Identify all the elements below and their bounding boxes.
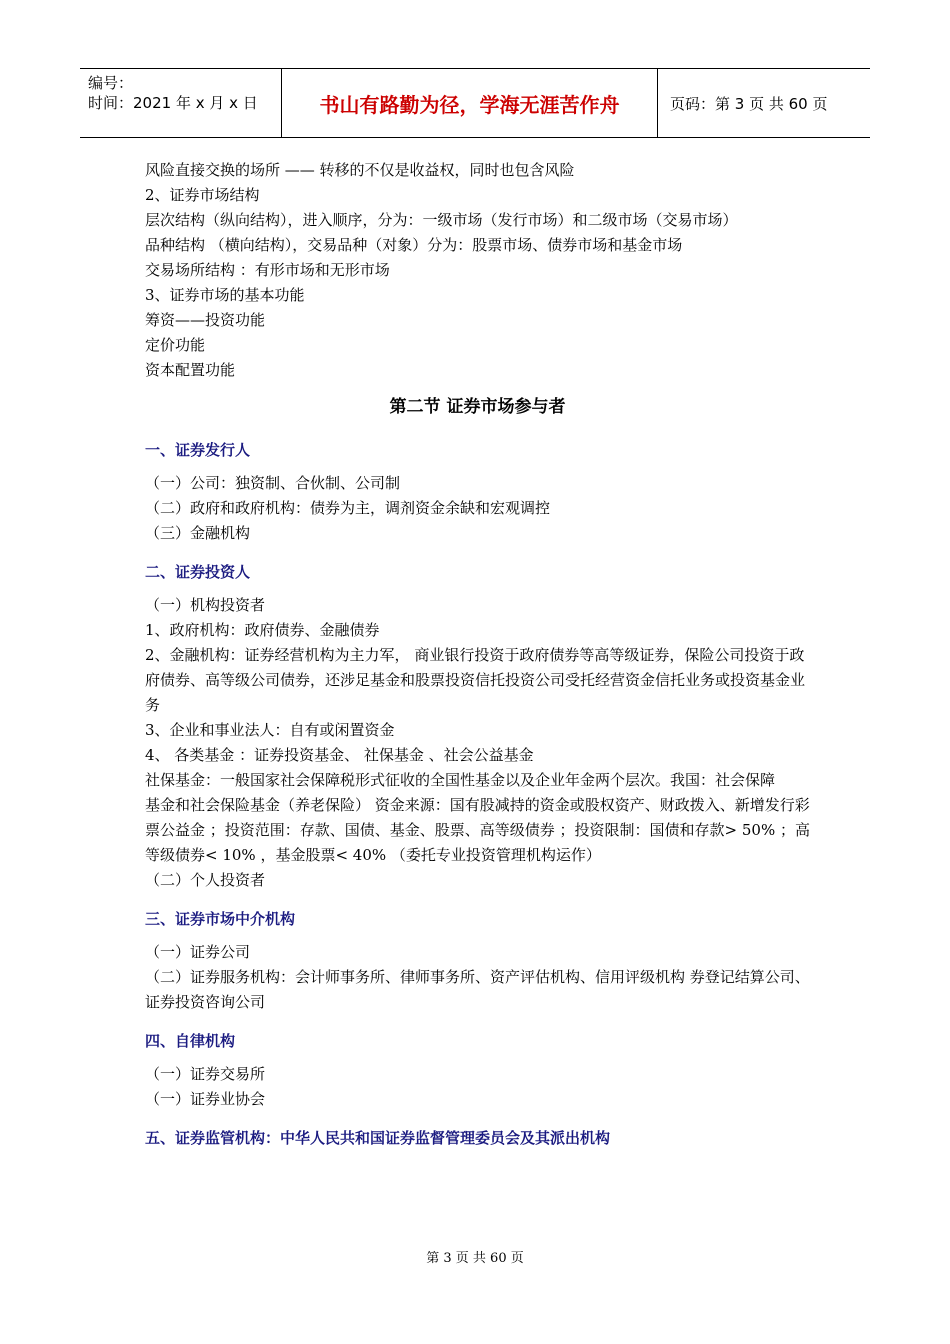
text-line: （一）证券公司 [145, 943, 251, 961]
text-line: （一）证券交易所 [145, 1065, 266, 1083]
spacer [145, 1015, 810, 1025]
text-line: （一）机构投资者 [145, 596, 266, 614]
section-heading: 一、证券发行人 [145, 441, 251, 459]
page-footer: 第 3 页 共 60 页 [426, 1251, 524, 1266]
text-line: （一）证券业协会 [145, 1090, 266, 1108]
page-header [80, 68, 870, 138]
text-line: 1、政府机构：政府债券、金融债券 [145, 621, 380, 639]
text-line: （二）个人投资者 [145, 871, 266, 889]
text-line: 2、证券市场结构 [145, 186, 260, 204]
section-heading: 四、自律机构 [145, 1032, 236, 1050]
header-left-cell [80, 69, 282, 137]
header-page-info: 页码：第 3 页 共 60 页 [670, 94, 828, 113]
text-line: 3、企业和事业法人：自有或闲置资金 [145, 721, 395, 739]
header-time-label: 时间：2021 年 x 月 x 日 [88, 94, 258, 112]
section-heading: 二、证券投资人 [145, 563, 251, 581]
text-line: 定价功能 [145, 336, 206, 354]
header-motto: 书山有路勤为径，学海无涯苦作舟 [282, 69, 658, 137]
header-number-label: 编号： [88, 74, 134, 92]
section-heading: 五、证券监管机构：中华人民共和国证券监督管理委员会及其派出机构 [145, 1129, 611, 1147]
text-line: 基金和社会保险基金（养老保险） 资金来源：国有股减持的资金或股权资产、财政拨入、新增发行彩票公益金 ；投资范围：存款、国债、基金、股票、高等级债券 ；投资限制：国债和存款> 50% ；高等级债券< 10% ，基金股票< 40% （委托专业投资管理机构运作） [145, 796, 810, 864]
text-line: 品种结构 （横向结构），交易品种（对象）分为：股票市场、债券市场和基金市场 [145, 236, 683, 254]
text-line: （二）证券服务机构：会计师事务所、律师事务所、资产评估机构、信用评级机构 券登记结算公司、证券投资咨询公司 [145, 968, 810, 1011]
intro-block [145, 158, 810, 383]
section-heading: 三、证券市场中介机构 [145, 910, 296, 928]
spacer [145, 546, 810, 556]
text-line: 3、证券市场的基本功能 [145, 286, 305, 304]
text-line: （二）政府和政府机构：债券为主，调剂资金余缺和宏观调控 [145, 499, 551, 517]
text-line: 筹资——投资功能 [145, 311, 266, 329]
spacer [145, 1112, 810, 1122]
text-line: 层次结构（纵向结构），进入顺序，分为：一级市场（发行市场）和二级市场（交易市场） [145, 211, 738, 229]
text-line: 资本配置功能 [145, 361, 236, 379]
text-line: 2、金融机构：证券经营机构为主力军， 商业银行投资于政府债券等高等级证券，保险公司投资于政府债券、高等级公司债券，还涉足基金和股票投资信托投资公司受托经营资金信托业务或投资基金业务 [145, 646, 806, 714]
text-line: 4、 各类基金 ：证券投资基金、 社保基金 、社会公益基金 [145, 746, 534, 764]
text-line: 交易场所结构 ：有形市场和无形市场 [145, 261, 390, 279]
text-line: （三）金融机构 [145, 524, 251, 542]
sections-block [145, 438, 810, 1151]
text-line: （一）公司：独资制、合伙制、公司制 [145, 474, 401, 492]
text-line: 风险直接交换的场所 —— 转移的不仅是收益权，同时也包含风险 [145, 161, 575, 179]
spacer [145, 893, 810, 903]
text-line: 社保基金：一般国家社会保障税形式征收的全国性基金以及企业年金两个层次。我国：社会保障 [145, 771, 776, 789]
document-body [145, 158, 810, 1159]
section-title: 第二节 证券市场参与者 [389, 397, 566, 417]
